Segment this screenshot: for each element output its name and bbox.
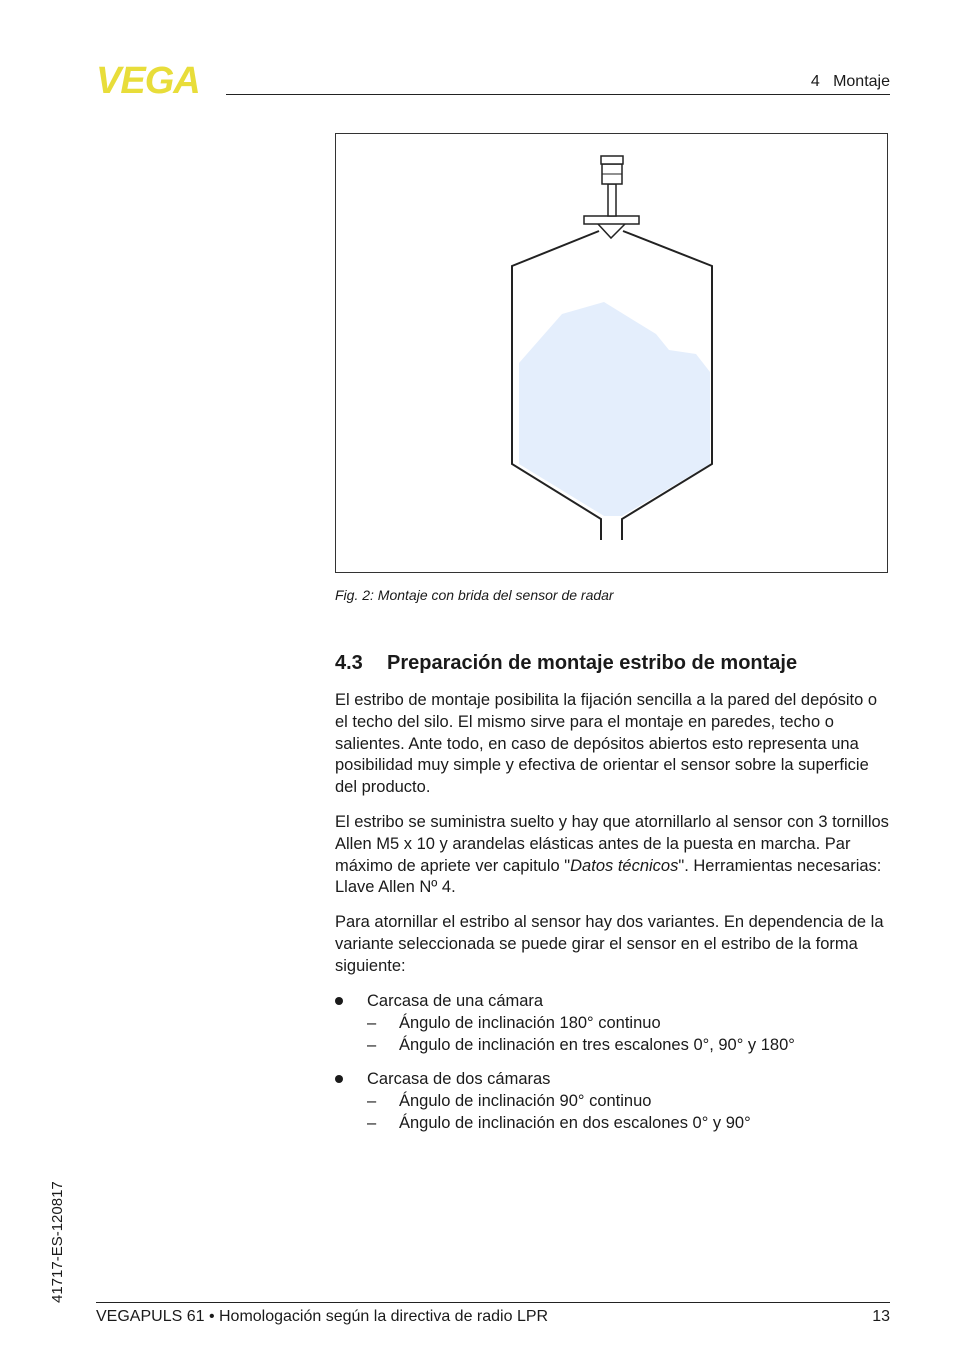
paragraph-delivery-end: ". Herramientas necesarias: Llave Allen Nº 4. <box>335 856 882 897</box>
vega-logo <box>96 60 220 102</box>
section-number: 4.3 <box>335 652 363 674</box>
paragraph-delivery-start: El estribo se suministra suelto y hay que atornillarlo al sensor con 3 tornillos Allen M5 x 10 y arandelas elásticas antes de la puesta en marcha. Par máximo de apriete ver capitulo " <box>335 813 889 875</box>
logo-text: VEGA <box>96 60 200 102</box>
footer-text: VEGAPULS 61 • Homologación según la directiva de radio LPR <box>96 1308 549 1325</box>
page-number: 13 <box>872 1308 890 1325</box>
list-item <box>335 990 891 1012</box>
list-item-label: Carcasa de dos cámaras <box>367 1070 551 1088</box>
dash-icon: – <box>367 1036 377 1054</box>
header-section-label: 4 Montaje <box>810 73 890 90</box>
sensor-cap <box>601 156 623 164</box>
antenna-horn <box>598 224 625 238</box>
variant-list-double-chamber <box>335 1068 891 1134</box>
sensor-neck <box>608 184 616 216</box>
paragraph-variants: Para atornillar el estribo al sensor hay dos variantes. En dependencia de la variante seleccionada se puede girar el sensor en el estribo de la forma siguiente: <box>335 913 884 975</box>
dash-icon: – <box>367 1092 377 1110</box>
section-heading <box>335 652 797 675</box>
section-title: Preparación de montaje estribo de montaje <box>387 652 798 674</box>
list-item <box>335 1068 891 1090</box>
bullet-icon <box>335 997 343 1005</box>
list-subitem-label: Ángulo de inclinación 90° continuo <box>399 1092 652 1110</box>
dash-icon: – <box>367 1014 377 1032</box>
list-subitem <box>335 1112 891 1134</box>
document-code: 41717-ES-120817 <box>49 1181 66 1303</box>
datos-tecnicos-reference: Datos técnicos <box>570 856 679 875</box>
list-subitem <box>335 1012 891 1034</box>
variant-list-single-chamber <box>335 990 891 1056</box>
list-subitem <box>335 1090 891 1112</box>
list-item-label: Carcasa de una cámara <box>367 992 544 1010</box>
flange <box>584 216 639 224</box>
silo-figure <box>335 133 888 573</box>
bullet-icon <box>335 1075 343 1083</box>
paragraph-intro: El estribo de montaje posibilita la fijación sencilla a la pared del depósito o el techo del silo. El mismo sirve para el montaje en paredes, techo o salientes. Ante todo, en caso de depósitos abiertos esto representa una posibilidad muy simple y efectiva de orientar el sensor sobre la superficie del producto. <box>335 691 878 797</box>
footer-rule <box>96 1302 890 1303</box>
list-subitem-label: Ángulo de inclinación 180° continuo <box>399 1014 661 1032</box>
list-subitem-label: Ángulo de inclinación en tres escalones 0°, 90° y 180° <box>399 1036 795 1054</box>
figure-caption: Fig. 2: Montaje con brida del sensor de radar <box>335 587 614 603</box>
silo-diagram <box>336 134 889 574</box>
dash-icon: – <box>367 1114 377 1132</box>
paragraph-delivery <box>335 812 891 899</box>
list-subitem <box>335 1034 891 1056</box>
list-subitem-label: Ángulo de inclinación en dos escalones 0° y 90° <box>399 1114 751 1132</box>
header-rule <box>226 94 890 95</box>
